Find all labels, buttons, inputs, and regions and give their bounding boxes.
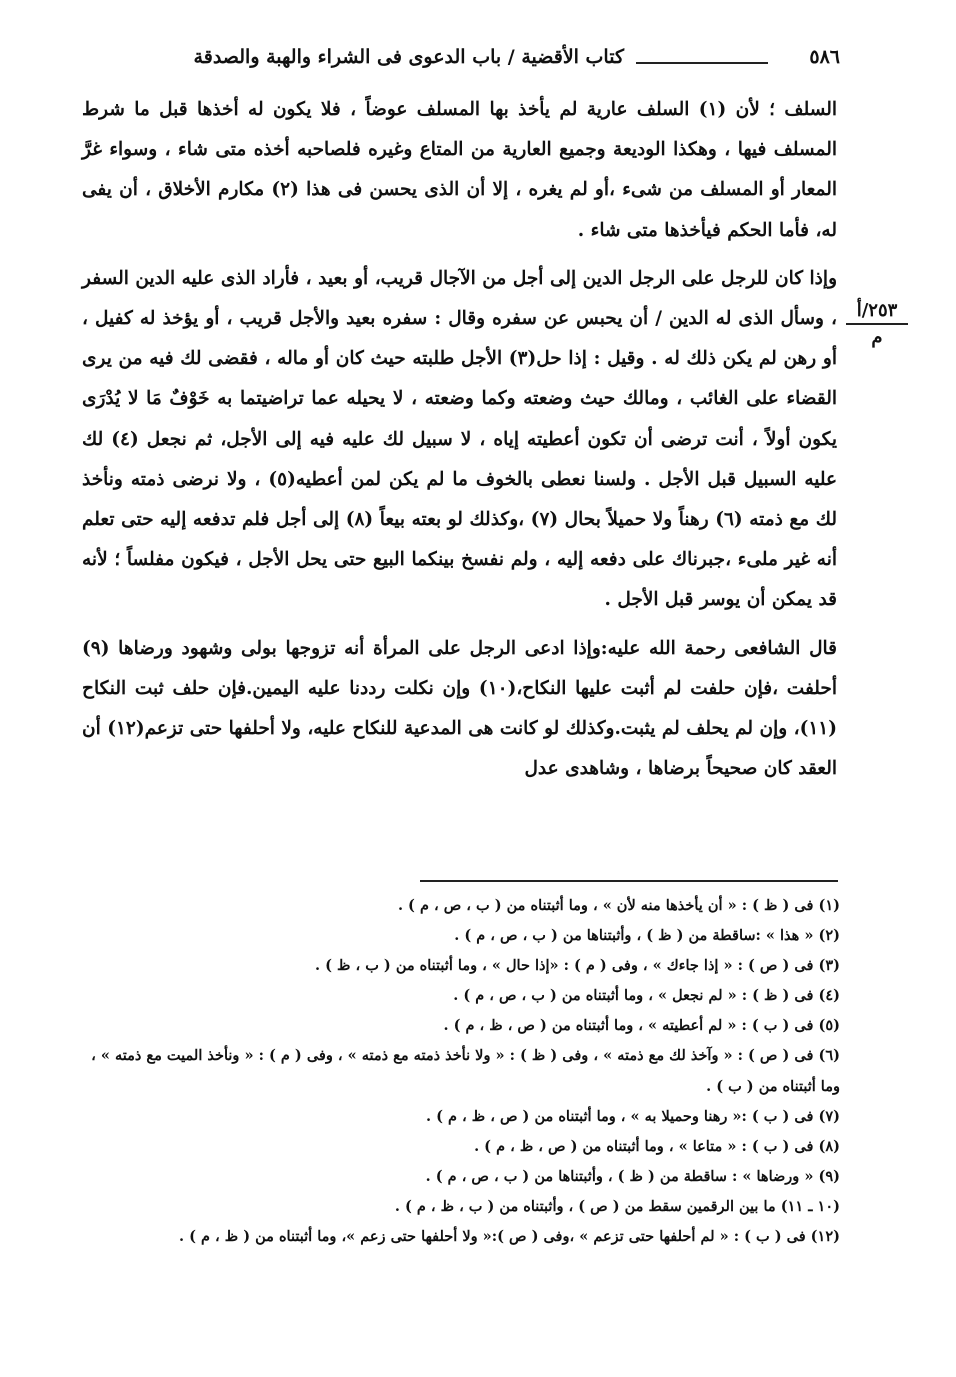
footnote: (١٠ ـ ١١) ما بين الرقمين سقط من ( ص ) ، وأثبتناه من ( ب ، ظ ، م ) . xyxy=(394,1197,840,1215)
paragraph-lead: قال الشافعى xyxy=(734,637,837,659)
footnote: (١) فى ( ظ ) : « أن يأخذها منه لأن » ، وما أثبتناه من ( ب ، ص ، م ) . xyxy=(397,897,840,914)
footnote: (١٢) فى ( ب ) : « لم أحلفها حتى تزعم » ،وفى ( ص ):« ولا أحلفها حتى زعم »، وما أثبتناه من ( ظ ، م ) . xyxy=(178,1228,840,1246)
paragraph-text: وإذا كان للرجل على الرجل الدين إلى أجل من الآجال قريب، أو بعيد ، فأراد الذى عليه الدين السفر ، وسأل الذى له الدين / أن يحبس عن سفره وقال : سفره بعيد والأجل قريب ، أو يؤخذ له كفيل ، أو رهن لم يكن ذلك له . وقيل : إذا حل(٣) الأجل طلبته حيث كان أو ماله ، فقضى لك فيه من يرى القضاء على الغائب ، ومالك حيث وضعته وكما وضعته ، لا يحيله عما تراضيتما به خَوْفٌ مَا لا يُدْرَى يكون أولاً ، أنت ترضى أن تكون أعطيته إياه ، لا سبيل لك عليه فيه إلى الأجل، ثم نجعل (٤) لك عليه السبيل قبل الأجل . ولسنا نعطى بالخوف ما لم يكن لمن أعطيه(٥) ، ولا نرضى ذمته ونأخذ لك مع ذمته (٦) رهناً ولا حميلاً بحال (٧) ،وكذلك لو بعته بيعاً (٨) إلى أجل فلم تدفعه إليه حتى تعلم أنه غير ملىء ،جبرناك على دفعه إليه ، ولم نفسخ بينكما البيع حتى يحل الأجل ، فيكون مفلساً ؛ لأنه قد يمكن أن يوسر قبل الأجل . xyxy=(82,267,838,611)
page-number: ٥٨٦ xyxy=(809,46,840,68)
footnotes xyxy=(90,891,840,1252)
folio-ref-bottom: م xyxy=(871,327,883,348)
paragraph xyxy=(82,259,837,621)
footnote: (٨) فى ( ب ) : « متاعا » ، وما أثبتناه من ( ص ، ظ ، م ) . xyxy=(474,1137,840,1155)
running-header xyxy=(60,42,840,82)
footnote: (٢) « هذا » :ساقطة من ( ظ ) ، وأثبتناها من ( ب ، ص ، م ) . xyxy=(454,927,840,945)
paragraph-text: السلف ؛ لأن (١) السلف عارية لم يأخذ بها المسلف عوضاً ، فلا يكون له أخذها قبل ما شرط المسلف فيها ، وهكذا الوديعة وجميع العارية من المتاع وغيره فلصاحبه أخذه متى شاء ، وسواء غرَّ المعار أو المسلف من شىء ،أو لم يغره ، إلا أن الذى يحسن فى هذا (٢) مكارم الأخلاق ، أن يفى له، فأما الحكم فيأخذها متى شاء . xyxy=(82,99,837,241)
footnote: (٧) فى ( ب ) :« رهنا وحميلا به » ، وما أثبتناه من ( ص ، ظ ، م ) . xyxy=(426,1107,840,1125)
paragraph xyxy=(82,90,837,251)
header-rule xyxy=(636,62,768,64)
manuscript-folio-ref xyxy=(846,300,908,348)
paragraph xyxy=(82,629,837,790)
footnote: (٣) فى ( ص ) : « إذا جاءك » ، وفى ( م ) : «إذا حال » ، وما أثبتناه من ( ب ، ظ ) . xyxy=(315,957,840,975)
paragraph-text: رحمة الله عليه:وإذا ادعى الرجل على المرأة أنه تزوجها بولى وشهود ورضاها (٩) أحلفت ،فإن حلفت لم أثبت عليها النكاح،(١٠) وإن نكلت رددنا عليه اليمين.فإن حلف ثبت النكاح (١١)، وإن لم يحلف لم يثبت.وكذلك لو كانت هى المدعية للنكاح عليه، ولا أحلفها حتى تزعم(١٢) أن العقد كان صحيحاً برضاها ، وشاهدى عدل xyxy=(82,637,838,780)
footnote-separator xyxy=(420,880,838,882)
footnote: (٩) « ورضاها » : ساقطة من ( ظ ) ، وأثبتناها من ( ب ، ص ، م ) . xyxy=(425,1167,840,1185)
footnote: (٥) فى ( ب ) : « لم أعطيته » ، وما أثبتناه من ( ص ، ظ ، م ) . xyxy=(443,1017,840,1035)
main-text xyxy=(82,90,837,789)
footnote: (٤) فى ( ظ ) : « لم نجعل » ، وما أثبتناه من ( ب ، ص ، م ) . xyxy=(453,987,840,1005)
folio-ref-top: ٢٥٣/أ xyxy=(846,300,908,325)
footnote: (٦) فى ( ص ) : « وآخذ لك مع ذمته » ، وفى ( ظ ) : « ولا نأخذ ذمته مع ذمته » ، وفى ( م ) : « ونأخذ الميت مع ذمته » ، وما أثبتناه من ( ب ) . xyxy=(91,1047,840,1095)
header-title: كتاب الأقضية / باب الدعوى فى الشراء والهبة والصدقة xyxy=(193,46,624,68)
